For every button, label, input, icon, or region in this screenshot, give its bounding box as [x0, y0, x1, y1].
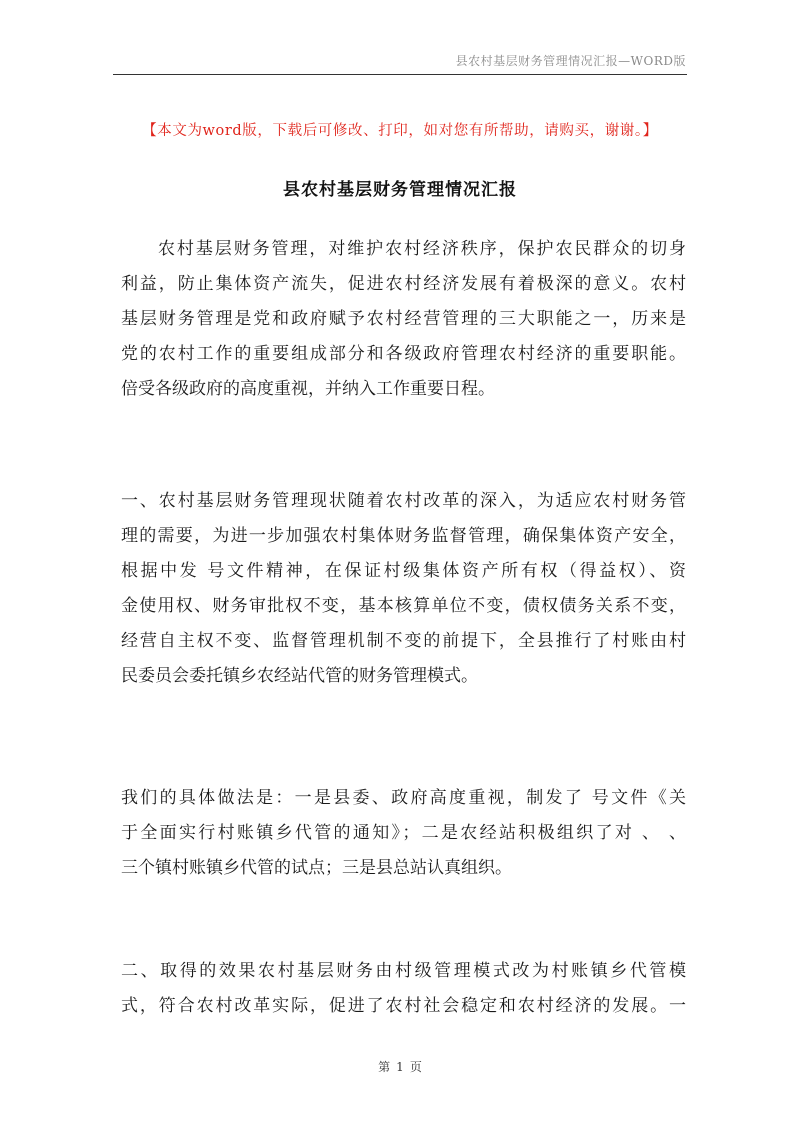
paragraph-line: 经营自主权不变、监督管理机制不变的前提下，全县推行了村账由村	[121, 631, 686, 651]
page-number-suffix: 页	[409, 1060, 422, 1074]
paragraph-intro	[121, 232, 686, 407]
paragraph-line: 二、取得的效果农村基层财务由村级管理模式改为村账镇乡代管模	[121, 961, 686, 981]
paragraph-line: 农村基层财务管理，对维护农村经济秩序，保护农民群众的切身	[158, 239, 686, 259]
document-title: 县农村基层财务管理情况汇报	[283, 180, 517, 200]
download-notice: 【本文为word版，下载后可修改、打印，如对您有所帮助，请购买，谢谢。】	[142, 123, 658, 139]
running-header: 县农村基层财务管理情况汇报—WORD版	[455, 54, 686, 68]
paragraph-line: 民委员会委托镇乡农经站代管的财务管理模式。	[121, 666, 478, 686]
paragraph-line: 根据中发 号文件精神，在保证村级集体资产所有权（得益权）、资	[121, 561, 686, 581]
paragraph-line: 理的需要，为进一步加强农村集体财务监督管理，确保集体资产安全，	[121, 526, 686, 546]
page-number-value: 1	[396, 1060, 404, 1074]
paragraph-line: 式，符合农村改革实际，促进了农村社会稳定和农村经济的发展。一	[121, 996, 686, 1016]
paragraph-line: 我们的具体做法是：一是县委、政府高度重视，制发了 号文件《关	[121, 788, 686, 808]
paragraph-line: 倍受各级政府的高度重视，并纳入工作重要日程。	[121, 379, 495, 399]
paragraph-line: 一、农村基层财务管理现状随着农村改革的深入，为适应农村财务管	[121, 491, 686, 511]
paragraph-line: 于全面实行村账镇乡代管的通知》；二是农经站积极组织了对 、 、	[121, 823, 686, 843]
header-rule	[113, 74, 687, 75]
page-number	[0, 1058, 800, 1075]
paragraph-line: 金使用权、财务审批权不变，基本核算单位不变，债权债务关系不变，	[121, 596, 686, 616]
paragraph-section-1	[121, 484, 686, 694]
paragraph-line: 党的农村工作的重要组成部分和各级政府管理农村经济的重要职能。	[121, 344, 686, 364]
page-number-prefix: 第	[378, 1060, 391, 1074]
paragraph-methods	[121, 781, 686, 886]
paragraph-line: 基层财务管理是党和政府赋予农村经营管理的三大职能之一，历来是	[121, 309, 686, 329]
paragraph-line: 利益，防止集体资产流失，促进农村经济发展有着极深的意义。农村	[121, 274, 686, 294]
paragraph-section-2	[121, 954, 686, 1024]
paragraph-line: 三个镇村账镇乡代管的试点；三是县总站认真组织。	[121, 858, 512, 878]
